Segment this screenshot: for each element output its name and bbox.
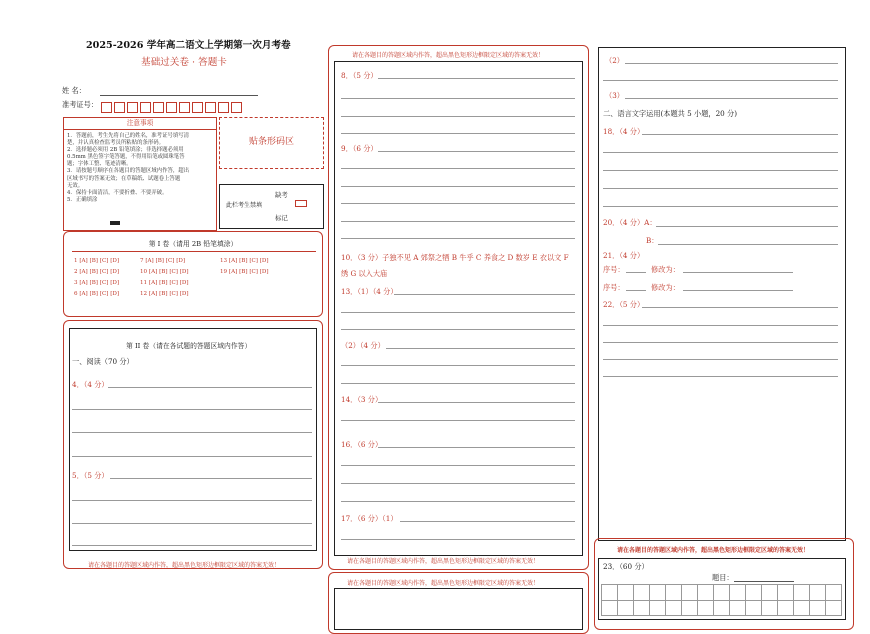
r2-label: （2） <box>605 56 624 65</box>
grid-cell[interactable] <box>618 585 634 601</box>
q14-label: 14．（3 分） <box>341 395 383 404</box>
reading-part-title: 一、阅读（70 分） <box>72 357 134 366</box>
filled-sample-mark <box>110 221 120 225</box>
answer-line[interactable] <box>341 539 575 540</box>
q20a-label: 20．（4 分）A： <box>603 218 657 227</box>
notice-item: 无效。 <box>67 182 84 189</box>
notice-item: 0.5mm 黑色签字笔答题，不得用铅笔或圆珠笔答 <box>67 154 185 161</box>
grid-cell[interactable] <box>698 601 714 617</box>
answer-line[interactable] <box>626 272 646 273</box>
answer-line[interactable] <box>626 290 646 291</box>
topic-label: 题目： <box>712 573 734 582</box>
grid-cell[interactable] <box>762 601 778 617</box>
grid-cell[interactable] <box>602 601 618 617</box>
grid-cell[interactable] <box>794 585 810 601</box>
answer-line[interactable] <box>386 348 575 349</box>
answer-line[interactable] <box>341 221 575 222</box>
q18-label: 18．（4 分） <box>603 127 645 136</box>
grid-cell[interactable] <box>634 585 650 601</box>
choice-question[interactable]: 10 [A] [B] [C] [D] <box>140 269 189 275</box>
grid-cell[interactable] <box>650 601 666 617</box>
grid-cell[interactable] <box>698 585 714 601</box>
section2-title: 第 II 卷（请在各试题的答题区域内作答） <box>126 342 252 350</box>
grid-cell[interactable] <box>682 601 698 617</box>
middle-top-warning: 请在各题目的答题区域内作答，超出黑色矩形边框限定区域的答案无效！ <box>352 52 545 59</box>
notice-item: 楚，并认真检查监考员所粘贴的条形码。 <box>67 140 165 147</box>
choice-question[interactable]: 1 [A] [B] [C] [D] <box>74 258 120 264</box>
q13-1-label: 13．（1）（4 分） <box>341 287 398 296</box>
answer-line[interactable] <box>625 98 838 99</box>
name-field[interactable] <box>100 95 258 96</box>
choice-question[interactable]: 3 [A] [B] [C] [D] <box>74 280 120 286</box>
answer-line[interactable] <box>683 272 793 273</box>
answer-line[interactable] <box>642 134 838 135</box>
answer-line[interactable] <box>341 483 575 484</box>
q10-label: 10．（3 分）子独不见 A 郊祭之牺 B 牛乎 C 养食之 D 数岁 E 衣以文 F <box>341 253 569 262</box>
composition-grid[interactable] <box>601 584 842 616</box>
answer-line[interactable] <box>400 521 575 522</box>
answer-line[interactable] <box>341 329 575 330</box>
answer-line[interactable] <box>341 312 575 313</box>
absent-box <box>219 184 324 229</box>
grid-cell[interactable] <box>778 601 794 617</box>
grid-cell[interactable] <box>778 585 794 601</box>
fix-label-2: 修改为： <box>651 283 680 292</box>
answer-line[interactable] <box>341 168 575 169</box>
grid-cell[interactable] <box>810 585 826 601</box>
notice-item: 区域书写的答案无效；在草稿纸、试题卷上答题 <box>67 175 181 182</box>
choice-question[interactable]: 2 [A] [B] [C] [D] <box>74 269 120 275</box>
answer-line[interactable] <box>603 206 838 207</box>
grid-cell[interactable] <box>746 601 762 617</box>
q16-label: 16．（6 分） <box>341 440 383 449</box>
q22-label: 22．（5 分） <box>603 300 645 309</box>
grid-cell[interactable] <box>714 601 730 617</box>
q21-label: 21．（4 分） <box>603 251 645 260</box>
grid-cell[interactable] <box>794 601 810 617</box>
answer-line[interactable] <box>72 523 312 524</box>
answer-line[interactable] <box>108 387 312 388</box>
grid-cell[interactable] <box>714 585 730 601</box>
barcode-label: 贴条形码区 <box>248 137 294 147</box>
q8-label: 8．（5 分） <box>341 71 378 80</box>
exam-title: 2025-2026 学年高二语文上学期第一次月考卷 <box>86 40 291 51</box>
middle-bottom-warning: 请在各题目的答题区域内作答，超出黑色矩形边框限定区域的答案无效！ <box>347 558 540 565</box>
language-part-title: 二、语言文字运用(本题共 5 小题，20 分) <box>603 109 737 118</box>
exam-id-label: 准考证号： <box>62 100 98 109</box>
absent-top-label: 缺考 <box>275 191 288 199</box>
seq-label-2: 序号： <box>603 283 625 292</box>
choice-question[interactable]: 11 [A] [B] [C] [D] <box>140 280 189 286</box>
q20b-label: B： <box>646 236 659 245</box>
seq-label-1: 序号： <box>603 265 625 274</box>
answer-line[interactable] <box>341 383 575 384</box>
answer-line[interactable] <box>341 133 575 134</box>
grid-cell[interactable] <box>618 601 634 617</box>
q13-2-label: （2）（4 分） <box>341 341 385 350</box>
notice-item: 2．选择题必须用 2B 铅笔填涂；非选择题必须用 <box>67 147 184 154</box>
composition-warning: 请在各题目的答题区域内作答，超出黑色矩形边框限定区域的答案无效！ <box>617 547 810 554</box>
notice-title: 注意事项 <box>64 118 216 130</box>
grid-cell[interactable] <box>634 601 650 617</box>
choice-question[interactable]: 13 [A] [B] [C] [D] <box>220 258 269 264</box>
notice-item: 1．答题前，考生先将自己的姓名，准考证号填写清 <box>67 133 190 139</box>
answer-line[interactable] <box>603 80 838 81</box>
q10-label-cont: 绣 G 以入大庙 <box>341 269 388 278</box>
grid-cell[interactable] <box>730 601 746 617</box>
answer-line[interactable] <box>341 238 575 239</box>
topic-field[interactable] <box>734 581 794 582</box>
choice-question[interactable]: 7 [A] [B] [C] [D] <box>140 258 186 264</box>
middle-next-warning: 请在各题目的答题区域内作答，超出黑色矩形边框限定区域的答案无效！ <box>347 580 540 587</box>
notice-item: 5．正确填涂 <box>67 196 98 203</box>
answer-line[interactable] <box>683 290 793 291</box>
answer-line[interactable] <box>394 294 575 295</box>
answer-line[interactable] <box>603 188 838 189</box>
q23-label: 23．（60 分） <box>603 562 649 571</box>
middle-next-inner <box>334 588 583 630</box>
grid-cell[interactable] <box>826 585 842 601</box>
answer-line[interactable] <box>625 63 838 64</box>
answer-line[interactable] <box>656 226 838 227</box>
notice-item: 4．保持卡面清洁，不要折叠、不要弄破。 <box>67 189 168 196</box>
grid-cell[interactable] <box>650 585 666 601</box>
notice-item: 题；字体工整、笔迹清晰。 <box>67 161 132 168</box>
q5-label: 5．（5 分） <box>72 471 109 480</box>
q17-label: 17．（6 分）（1） <box>341 514 398 523</box>
notice-item: 3．请按题号顺序在各题目的答题区域内作答，超出 <box>67 168 190 175</box>
absent-left-label: 此栏考生禁填 <box>226 202 263 209</box>
answer-line[interactable] <box>603 325 838 326</box>
answer-line[interactable] <box>341 365 575 366</box>
notice-list <box>64 130 216 204</box>
grid-cell[interactable] <box>666 601 682 617</box>
answer-line[interactable] <box>341 186 575 187</box>
answer-line[interactable] <box>378 78 575 79</box>
grid-cell[interactable] <box>826 601 842 617</box>
grid-cell[interactable] <box>746 585 762 601</box>
grid-cell[interactable] <box>762 585 778 601</box>
grid-cell[interactable] <box>602 585 618 601</box>
answer-line[interactable] <box>642 307 838 308</box>
answer-line[interactable] <box>378 151 575 152</box>
answer-line[interactable] <box>603 170 838 171</box>
fix-label-1: 修改为： <box>651 265 680 274</box>
answer-line[interactable] <box>603 376 838 377</box>
answer-line[interactable] <box>341 203 575 204</box>
exam-subtitle: 基础过关卷 · 答题卡 <box>141 57 227 68</box>
name-label: 姓 名： <box>62 86 86 95</box>
grid-cell[interactable] <box>666 585 682 601</box>
answer-line[interactable] <box>72 456 312 457</box>
answer-line[interactable] <box>378 447 575 448</box>
grid-cell[interactable] <box>810 601 826 617</box>
r3-label: （3） <box>605 91 624 100</box>
answer-line[interactable] <box>72 432 312 433</box>
answer-line[interactable] <box>341 98 575 99</box>
answer-line[interactable] <box>72 545 312 546</box>
answer-line[interactable] <box>72 500 312 501</box>
q4-label: 4．（4 分） <box>72 380 109 389</box>
grid-cell[interactable] <box>730 585 746 601</box>
answer-line[interactable] <box>603 342 838 343</box>
grid-cell[interactable] <box>682 585 698 601</box>
absent-bottom-label: 标记 <box>275 214 288 222</box>
answer-line[interactable] <box>72 409 312 410</box>
answer-line[interactable] <box>341 420 575 421</box>
choice-question[interactable]: 12 [A] [B] [C] [D] <box>140 291 189 297</box>
left-bottom-warning: 请在各题目的答题区域内作答，超出黑色矩形边框限定区域的答案无效！ <box>88 562 281 569</box>
middle-inner <box>334 61 583 556</box>
answer-line[interactable] <box>341 116 575 117</box>
notice-box <box>63 117 217 231</box>
q9-label: 9．（6 分） <box>341 144 378 153</box>
absent-checkbox[interactable] <box>295 200 307 207</box>
answer-line[interactable] <box>110 478 312 479</box>
answer-line[interactable] <box>341 465 575 466</box>
choice-question[interactable]: 6 [A] [B] [C] [D] <box>74 291 120 297</box>
answer-line[interactable] <box>378 402 575 403</box>
right-box <box>598 47 846 541</box>
answer-line[interactable] <box>658 244 838 245</box>
answer-line[interactable] <box>603 359 838 360</box>
answer-line[interactable] <box>603 152 838 153</box>
answer-line[interactable] <box>341 501 575 502</box>
choice-question[interactable]: 19 [A] [B] [C] [D] <box>220 269 269 275</box>
section1-title: 第 I 卷（请用 2B 铅笔填涂） <box>148 240 238 248</box>
exam-id-cells[interactable] <box>101 98 244 117</box>
barcode-area <box>219 117 324 169</box>
